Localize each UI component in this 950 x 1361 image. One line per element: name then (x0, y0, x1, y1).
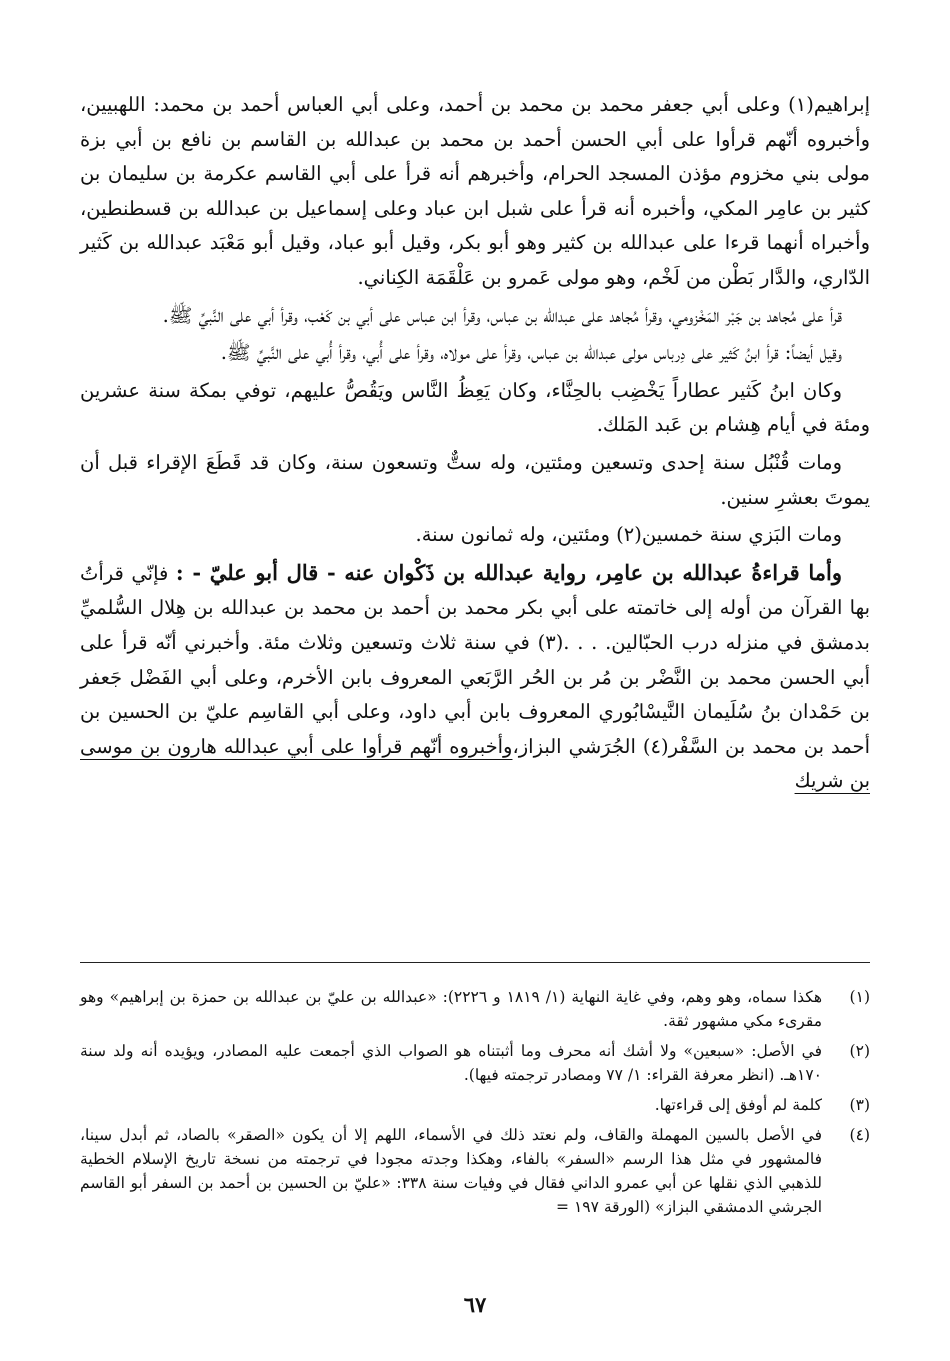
paragraph-2: قرأ على مُجاهد بن جَبْر المَخْزومي، وقرأ مُجاهد على عبدالله بن عباس، وقرأ ابن عباس على أبي بن كَعْب، وقرأ أبي على النَّبيِّ ﷺ. (162, 303, 842, 327)
paragraph-5: ومات قُنْبُل سنة إحدى وتسعين ومئتين، وله ستٌّ وتسعون سنة، وكان قد قَطَعَ الإقراء قبل أن يموتَ بعشرِ سنين. (80, 450, 870, 509)
paragraph-4: وكان ابنُ كَثير عطاراً يَخْضِب بالحِنَّاء، وكان يَعِظُ النَّاس ويَقُصُّ عليهم، توفي بمكة سنة عشرين ومئة في أيام هِشام بن عَبد المَلك. (80, 378, 870, 437)
footnote-number: (١) (849, 988, 870, 1006)
footnote-divider (80, 962, 870, 963)
footnote-2 (80, 1039, 870, 1087)
section-tail: وأخبروه أنّهم قرأوا على أبي عبدالله هارون بن موسى بن شريك (80, 734, 870, 793)
footnote-text: كلمة لم أوفق إلى قراءتها. (654, 1096, 822, 1114)
footnote-number: (٣) (849, 1096, 870, 1114)
footnote-3 (80, 1093, 870, 1117)
section-body: فإنّي قرأتُ بها القرآن من أوله إلى خاتمته على أبي بكر محمد بن أحمد بن محمد بن عبدالله بن هِلال السُّلميِّ بدمشق في منزله درب الحبّالين. . . .(٣) في سنة ثلاث وتسعين وثلاث مئة. وأخبرني أنّه قرأ على أبي الحسن محمد بن النَّضْر بن مُر بن الحُر الرَّبَعي المعروف بابن الأخرم، وعلى أبي الفَضْل جَعفر بن حَمْدان بنُ سُلَيمان النَّيسْابُوري المعروف بابن أبي داود، وعلى أبي القاسِم عليّ بن الحسين بن أحمد بن محمد بن السَّفْر(٤) الجُرَشي البزاز، (80, 561, 870, 758)
paragraph-6: ومات البَزي سنة خمسين(٢) ومئتين، وله ثمانون سنة. (415, 523, 842, 547)
page-number: ٦٧ (463, 1292, 487, 1317)
footnote-number: (٤) (849, 1126, 870, 1144)
footnote-4 (80, 1123, 870, 1219)
footnote-number: (٢) (849, 1042, 870, 1060)
section-paragraph (80, 556, 870, 799)
footnotes (80, 985, 870, 1225)
footnote-text: في الأصل بالسين المهملة والقاف، ولم نعتد ذلك في الأسماء، اللهم إلا أن يكون «الصقر» بالصاد، ثم أبدل سينا، فالمشهور في مثل هذا الرسم «السفر» بالفاء، وهكذا وجدته مجودا في ترجمته من نسخة تاريخ الإسلام الخطية للذهبي الذي نقلها عن أبي عمرو الداني فقال في وفيات سنة ٣٣٨: «عليّ بن الحسين بن أحمد بن السفر أبو القاسم الجرشي الدمشقي البزاز» (الورقة ١٩٧ = (80, 1126, 822, 1216)
paragraph-1: إبراهيم(١) وعلى أبي جعفر محمد بن محمد بن أحمد، وعلى أبي العباس أحمد بن محمد: اللهبيين، وأخبروه أنّهم قرأوا على أبي الحسن أحمد بن محمد بن عبدالله بن القاسم بن نافع بن أبي بزة مولى بني مخزوم مؤذن المسجد الحرام، وأخبرهم أنه قرأ على أبي القاسم عكرمة بن سليمان بن كثير بن عامِر المكي، وأخبره أنه قرأ على شبل ابن عباد وعلى إسماعيل بن عبدالله بن قسطنطين، وأخبراه أنهما قرءا على عبدالله بن كثير وهو أبو بكر، وقيل أبو عباد، وقيل أبو مَعْبَد عبدالله بن كَثير الدّاري، والدَّار بَطْن من لَخْم، وهو مولى عَمرو بن عَلْقَمَة الكِناني. (80, 93, 871, 289)
section-heading: وأما قراءةُ عبدالله بن عامِر، رواية عبدالله بن ذَكْوان عنه - قال أبو عليّ - : (175, 559, 842, 585)
main-text (80, 88, 870, 802)
footnote-1 (80, 985, 870, 1033)
footnote-text: في الأصل: «سبعين» ولا أشك أنه محرف وما أثبتناه هو الصواب الذي أجمعت عليه المصادر، ويؤيده أنه ولد سنة ١٧٠هـ. (انظر معرفة القراء: ١/ ٧٧ ومصادر ترجمته فيها). (80, 1042, 822, 1084)
paragraph-3: وقيل أيضاً: قرأ ابنُ كَثير على دِرباس مولى عبدالله بن عباس، وقرأ على مولاه، وقرأ على أُبي، وقرأ أُبي على النَّبيِّ ﷺ. (220, 341, 842, 365)
footnote-text: هكذا سماه، وهو وهم، وفي غاية النهاية (١/ ١٨١٩ و ٢٢٢٦): «عبدالله بن عليّ بن عبدالله بن حمزة بن إبراهيم» وهو مقرىء مكي مشهور ثقة. (80, 988, 822, 1030)
